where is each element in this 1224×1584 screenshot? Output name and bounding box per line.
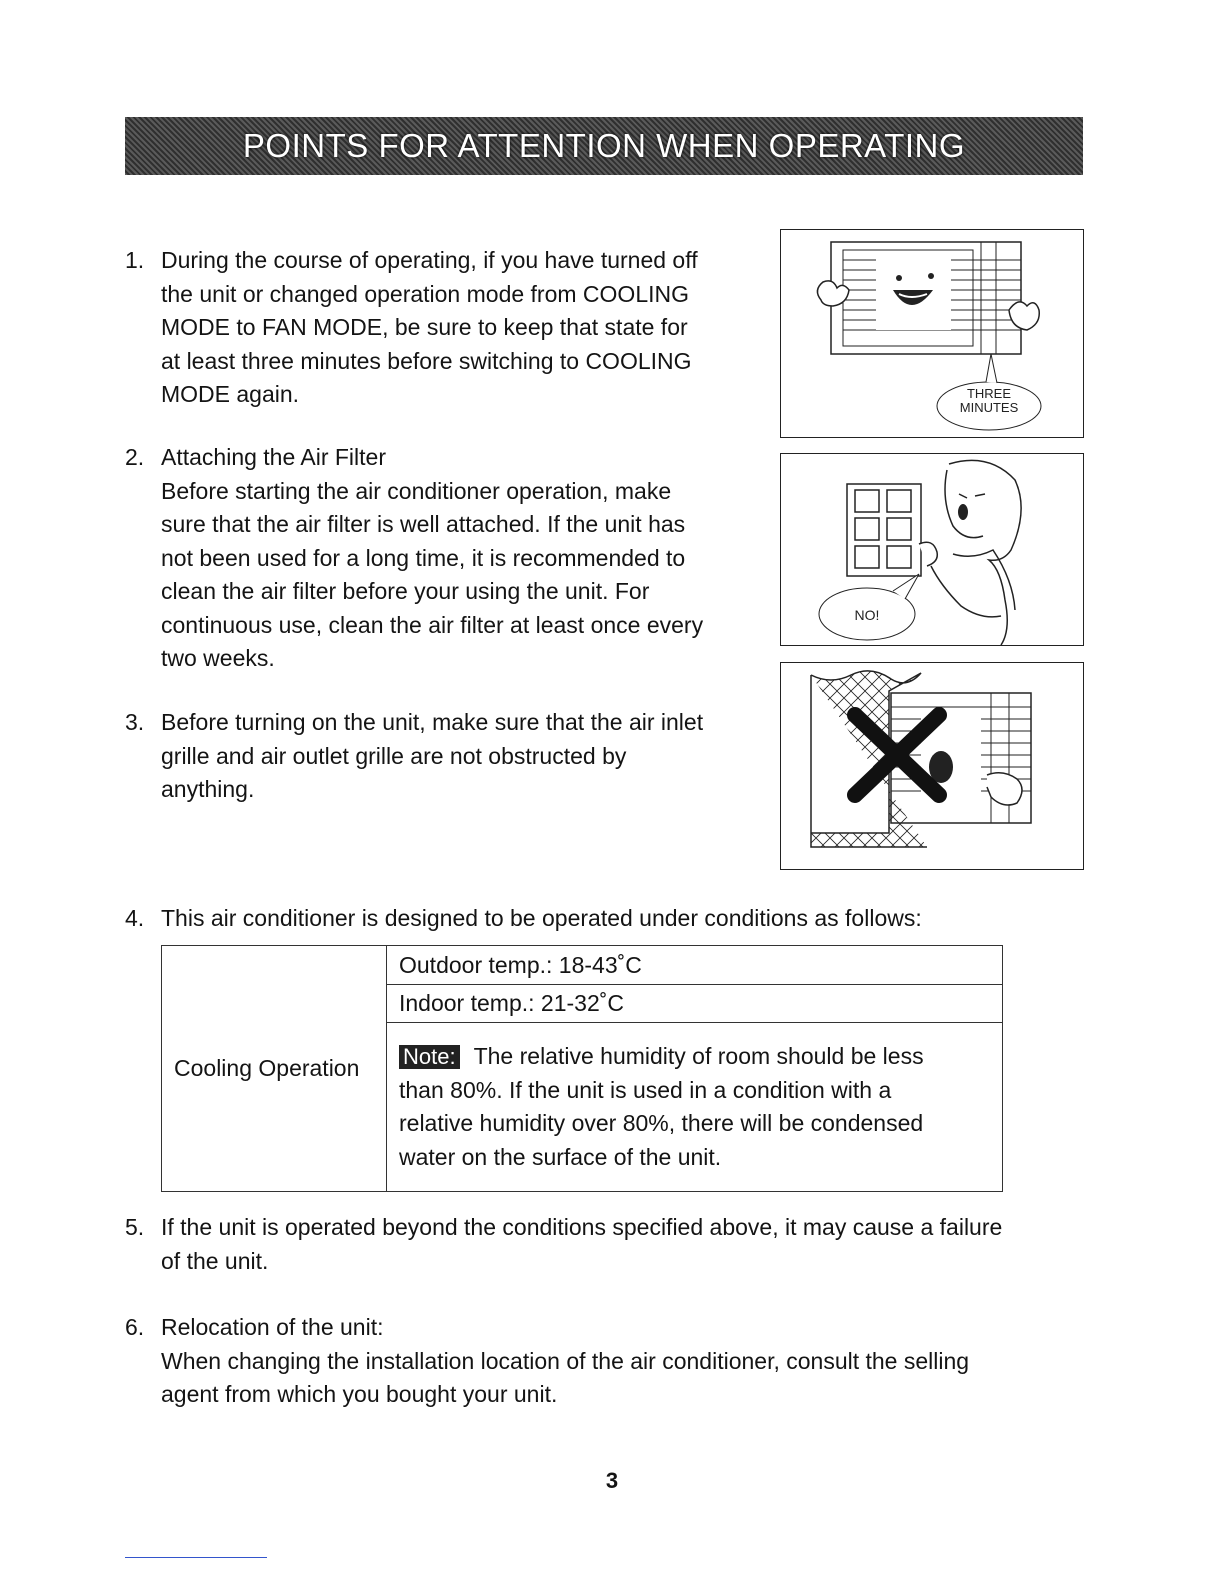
item-1-text: During the course of operating, if you have turned off the unit or changed operation mode from COOLING MODE to FAN MODE, be sure to keep that state for at least three minutes before switching to COOLING MODE again. bbox=[161, 247, 698, 407]
item-4-text: This air conditioner is designed to be operated under conditions as follows: bbox=[161, 905, 922, 931]
operating-conditions-table bbox=[161, 945, 1003, 1192]
minutes-label: MINUTES bbox=[959, 400, 1019, 415]
item-5-text: If the unit is operated beyond the conditions specified above, it may cause a failure of the unit. bbox=[161, 1214, 1003, 1274]
page-number: 3 bbox=[605, 1468, 619, 1493]
item-3-text: Before turning on the unit, make sure that the air inlet grille and air outlet grille are not obstructed by anything. bbox=[161, 709, 704, 802]
indoor-temp-cell: Indoor temp.: 21-32˚C bbox=[387, 985, 1003, 1023]
item-3-number: 3. bbox=[125, 709, 145, 735]
item-2-text: Attaching the Air Filter Before starting the air conditioner operation, make sure that the air filter is well attached. If the unit has not been used for a long time, it is recommended to clean the air filter before your using the unit. For continuous use, clean the air filter at least once every two weeks. bbox=[161, 441, 766, 676]
mode-cell: Cooling Operation bbox=[162, 946, 387, 1192]
figure-air-filter bbox=[780, 453, 1084, 646]
no-label: NO! bbox=[854, 607, 880, 623]
section-title: POINTS FOR ATTENTION WHEN OPERATING bbox=[242, 127, 966, 164]
three-label: THREE bbox=[966, 386, 1012, 401]
item-6-heading: Relocation of the unit: bbox=[161, 1314, 384, 1340]
outdoor-temp-cell: Outdoor temp.: 18-43˚C bbox=[387, 946, 1003, 985]
ac-unit-waving-illustration bbox=[781, 230, 1083, 437]
humidity-note-cell: Note: The relative humidity of room should be less than 80%. If the unit is used in a condition with a relative humidity over 80%, there will be condensed water on the surface of the unit. bbox=[387, 1023, 1003, 1192]
section-title-banner bbox=[125, 117, 1083, 175]
item-1-number: 1. bbox=[125, 247, 145, 273]
figure-three-minutes bbox=[780, 229, 1084, 438]
footer-rule bbox=[125, 1557, 267, 1558]
item-5-number: 5. bbox=[125, 1214, 145, 1240]
obstructed-unit-illustration bbox=[781, 663, 1083, 869]
item-2-number: 2. bbox=[125, 444, 145, 470]
item-6-number: 6. bbox=[125, 1314, 145, 1340]
woman-holding-filter-illustration bbox=[781, 454, 1083, 645]
note-badge: Note: bbox=[399, 1045, 460, 1069]
figure-obstructed-grille bbox=[780, 662, 1084, 870]
item-4-number: 4. bbox=[125, 905, 145, 931]
item-6-text: Relocation of the unit: When changing the installation location of the air conditioner, consult the selling agent from which you bought your unit. bbox=[161, 1311, 1111, 1412]
item-2-heading: Attaching the Air Filter bbox=[161, 444, 386, 470]
